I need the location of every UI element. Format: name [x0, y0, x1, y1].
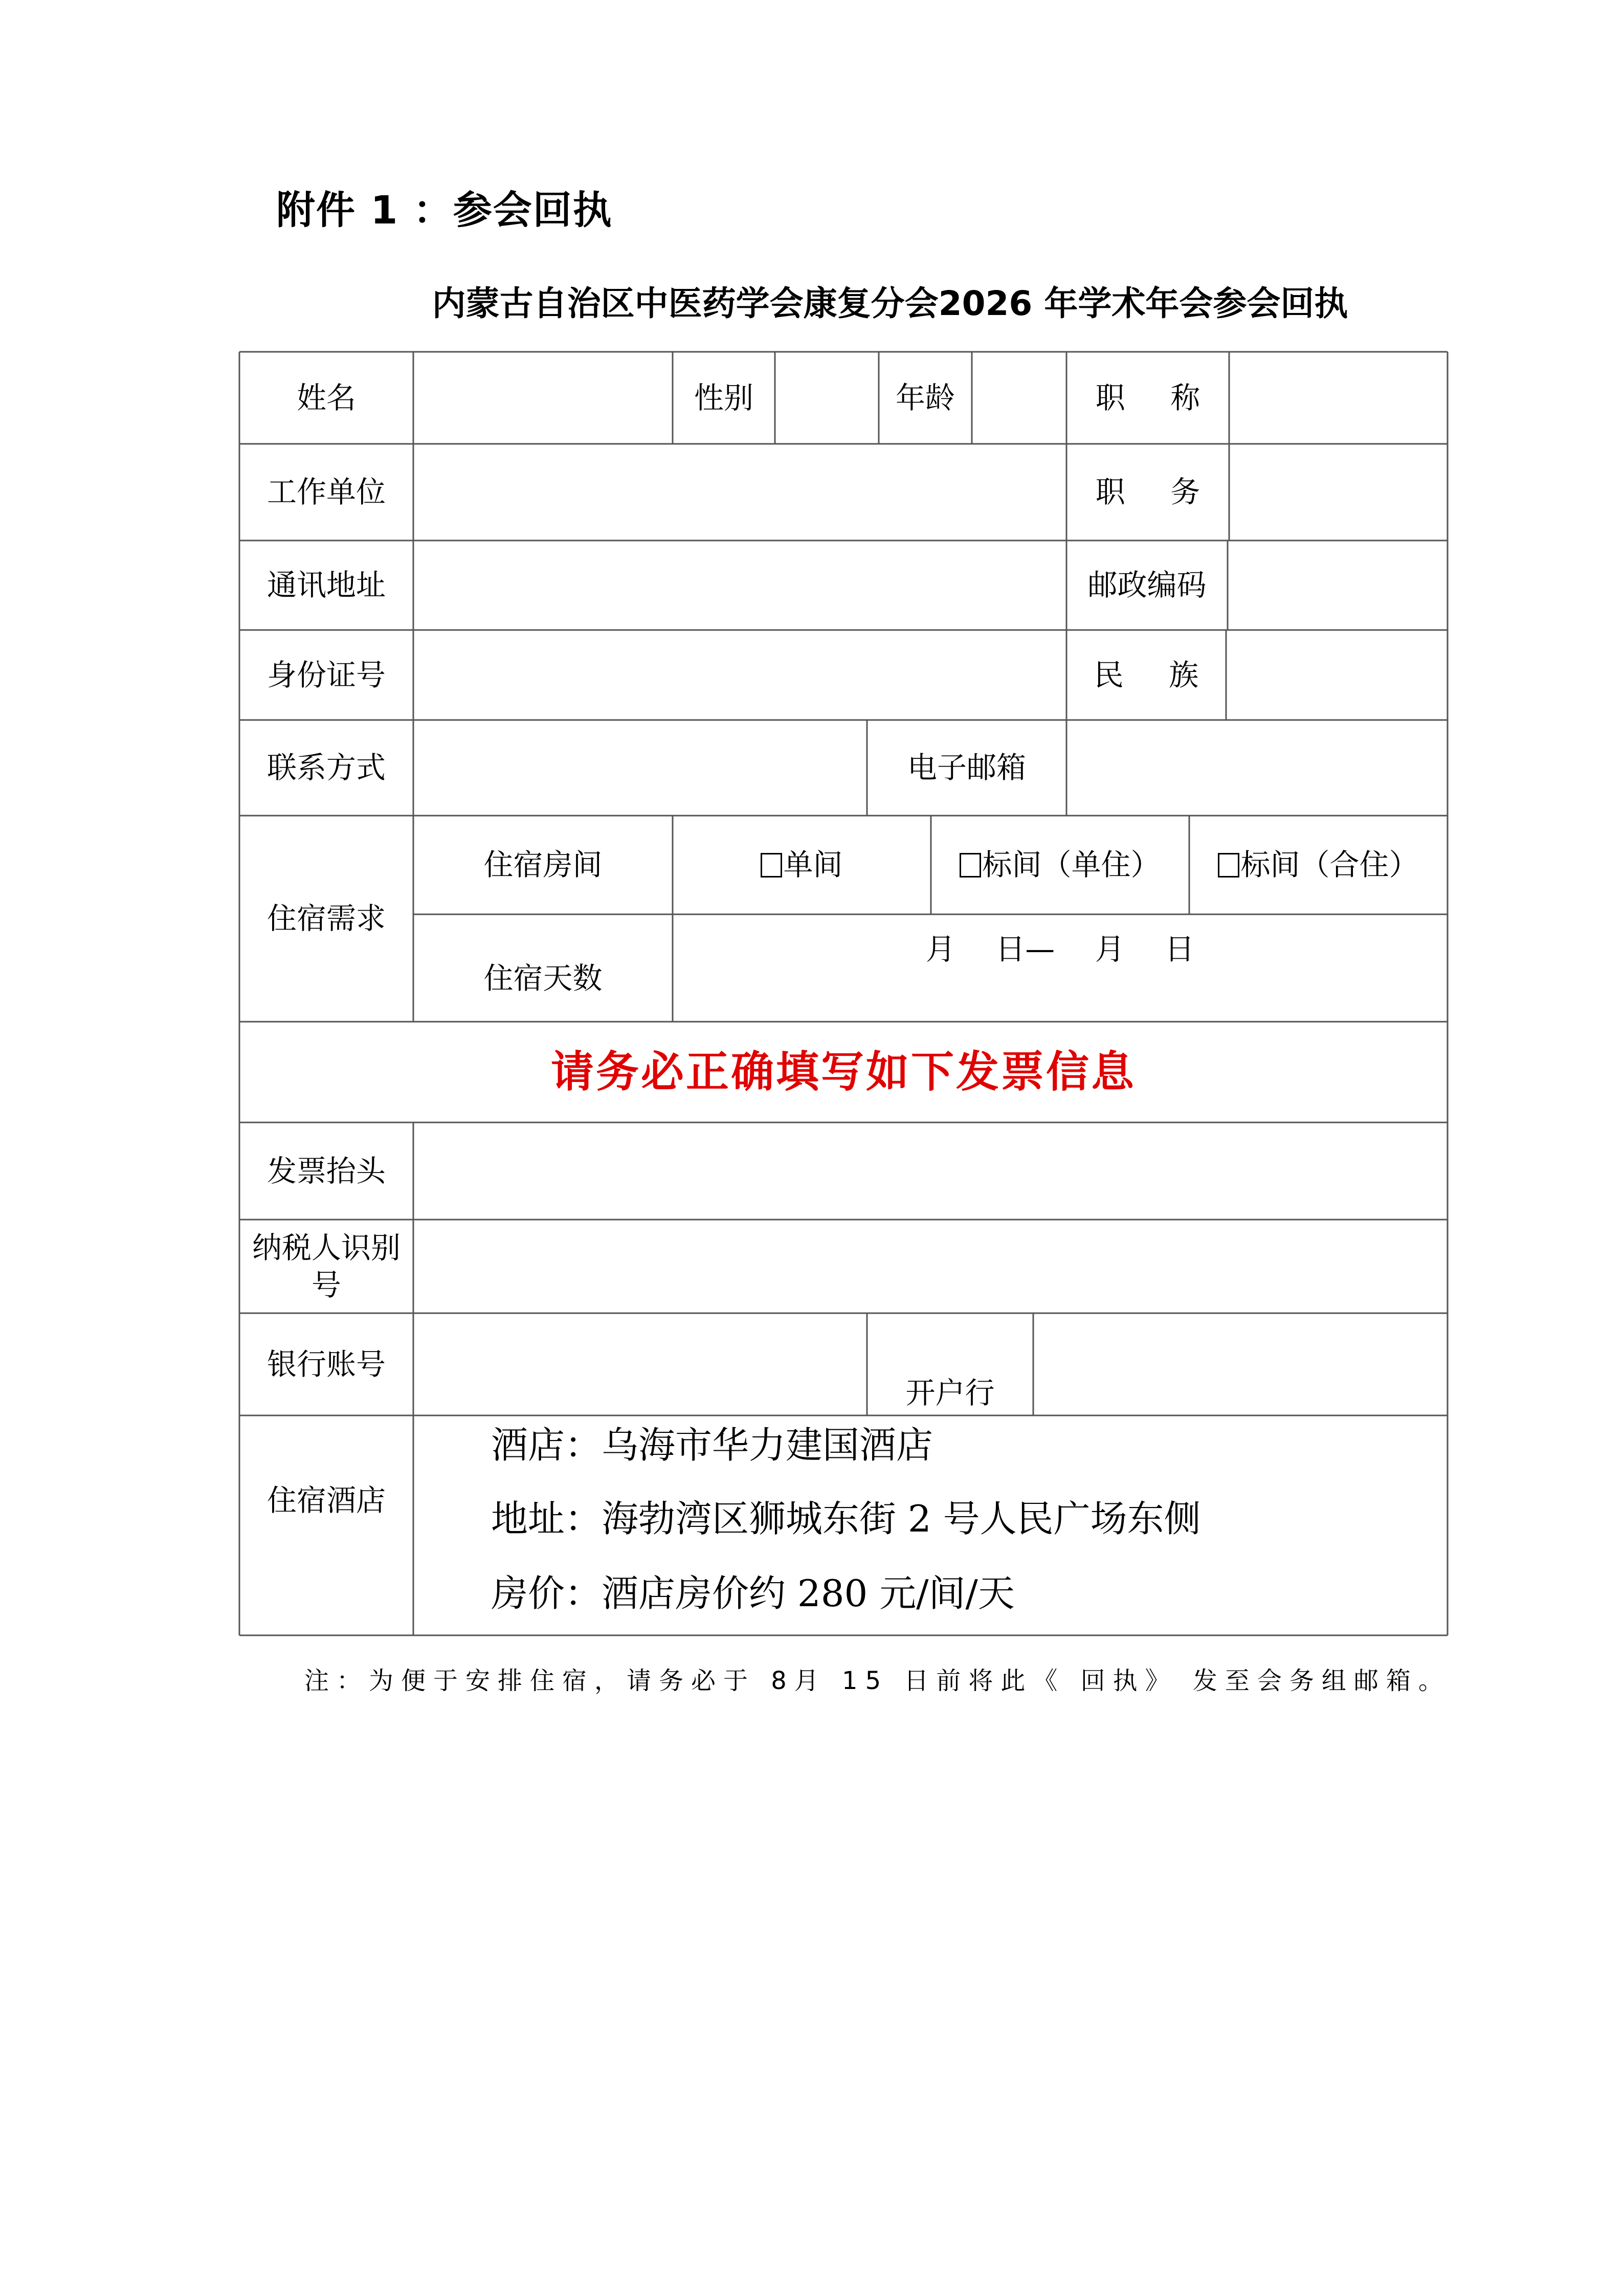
- gender-field[interactable]: [775, 352, 879, 444]
- position-label: [1066, 444, 1229, 541]
- checkbox-standard-shared[interactable]: [1218, 853, 1239, 877]
- stay-days-label: 住宿天数: [483, 960, 603, 996]
- room-type-label: 住宿房间: [483, 847, 603, 883]
- gender-label: 性别: [694, 380, 753, 415]
- id-label: 身份证号: [266, 657, 386, 692]
- bank-name-field[interactable]: [1033, 1313, 1448, 1415]
- room-option-standard-shared-label: 标间（合住）: [1240, 847, 1419, 883]
- id-field[interactable]: [413, 630, 1066, 720]
- age-field[interactable]: [972, 352, 1066, 444]
- room-option-standard-single-label: 标间（单住）: [982, 847, 1161, 883]
- contact-label: 联系方式: [266, 750, 386, 785]
- bank-name-label: 开户行: [905, 1375, 995, 1410]
- invoice-title-label: 发票抬头: [266, 1153, 386, 1188]
- lodging-label: 住宿需求: [266, 901, 386, 936]
- position-field[interactable]: [1229, 444, 1448, 541]
- taxpayer-id-label: 纳税人识别号: [252, 1230, 401, 1302]
- title-label-text: 职 称: [1095, 380, 1200, 415]
- ethnicity-label: [1066, 630, 1226, 720]
- address-label: 通讯地址: [266, 568, 386, 603]
- checkbox-single[interactable]: [761, 853, 782, 877]
- room-option-single[interactable]: [673, 816, 931, 914]
- age-label: 年龄: [895, 380, 955, 415]
- room-option-standard-shared[interactable]: [1189, 816, 1448, 914]
- hotel-price: 房价：酒店房价约 280 元/间/天: [491, 1572, 1015, 1615]
- invoice-notice: 请务必正确填写如下发票信息: [550, 1047, 1136, 1097]
- name-field[interactable]: [413, 352, 673, 444]
- attachment-title: 附件 1 ：参会回执: [276, 187, 613, 233]
- taxpayer-id-field[interactable]: [413, 1220, 1448, 1313]
- ethnicity-label-text: 民 族: [1094, 657, 1199, 692]
- position-label-text: 职 务: [1095, 475, 1200, 510]
- workplace-field[interactable]: [413, 444, 1066, 541]
- name-label: 姓名: [296, 380, 356, 415]
- email-field[interactable]: [1066, 720, 1448, 816]
- invoice-title-field[interactable]: [413, 1122, 1448, 1220]
- room-option-standard-single[interactable]: [931, 816, 1189, 914]
- bank-account-label: 银行账号: [266, 1346, 386, 1382]
- form-title: 内蒙古自治区中医药学会康复分会2026 年学术年会参会回执: [432, 284, 1348, 323]
- title-label: [1066, 352, 1229, 444]
- title-field[interactable]: [1229, 352, 1448, 444]
- checkbox-standard-single[interactable]: [960, 853, 981, 877]
- hotel-name: 酒店：乌海市华力建国酒店: [491, 1424, 933, 1467]
- email-label: 电子邮箱: [907, 750, 1026, 785]
- footer-note: 注：为便于安排住宿，请务必于 8月 15 日前将此《 回执》 发至会务组邮箱。: [304, 1667, 1451, 1695]
- stay-dates-field[interactable]: [673, 914, 1448, 1022]
- postcode-label: 邮政编码: [1087, 568, 1207, 603]
- postcode-field[interactable]: [1228, 541, 1448, 630]
- workplace-label: 工作单位: [266, 475, 386, 510]
- hotel-address: 地址：海勃湾区狮城东街 2 号人民广场东侧: [491, 1497, 1201, 1540]
- address-field[interactable]: [413, 541, 1066, 630]
- bank-account-field[interactable]: [413, 1313, 867, 1415]
- hotel-label: 住宿酒店: [266, 1483, 386, 1518]
- contact-field[interactable]: [413, 720, 867, 816]
- stay-dates-text: 月 日— 月 日: [925, 932, 1195, 966]
- ethnicity-field[interactable]: [1226, 630, 1448, 720]
- room-option-single-label: 单间: [783, 847, 843, 883]
